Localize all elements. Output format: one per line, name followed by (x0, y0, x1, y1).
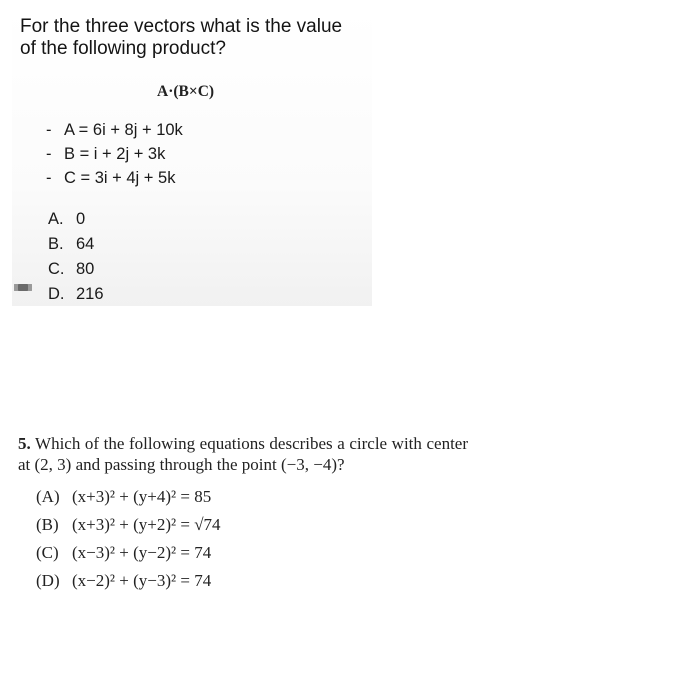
answer-options (48, 207, 104, 307)
vector-item (46, 142, 183, 166)
choice-equation: (x+3)² + (y+2)² = √74 (72, 515, 221, 534)
choice-b[interactable] (36, 511, 468, 539)
question-text: Which of the following equations describes a circle with center at (2, 3) and passing through the point (−3, −4)? (18, 434, 468, 474)
stem-line: For the three vectors what is the value (20, 16, 343, 37)
option-letter: A. (48, 210, 64, 228)
choice-label: (C) (36, 543, 59, 562)
choice-label: (A) (36, 487, 60, 506)
option-b[interactable] (48, 232, 104, 257)
vector-text: B = i + 2j + 3k (64, 145, 166, 163)
option-c[interactable] (48, 257, 104, 282)
question-1-panel (12, 8, 372, 306)
choice-label: (B) (36, 515, 59, 534)
option-letter: D. (48, 285, 65, 303)
option-a[interactable] (48, 207, 104, 232)
answer-choices (36, 483, 468, 595)
selection-marker-icon (14, 284, 32, 291)
vector-text: A = 6i + 8j + 10k (64, 121, 183, 139)
choice-equation: (x−2)² + (y−3)² = 74 (72, 571, 212, 590)
option-letter: C. (48, 260, 65, 278)
stem-line: of the following product? (20, 38, 226, 59)
option-value: 216 (76, 285, 104, 303)
question-2-block (18, 433, 468, 595)
bullet-dash: - (46, 121, 52, 139)
bullet-dash: - (46, 145, 52, 163)
vector-item (46, 166, 183, 190)
vector-item (46, 118, 183, 142)
option-letter: B. (48, 235, 64, 253)
option-d[interactable] (48, 282, 104, 307)
choice-c[interactable] (36, 539, 468, 567)
bullet-dash: - (46, 169, 52, 187)
vector-list (46, 118, 183, 190)
vector-text: C = 3i + 4j + 5k (64, 169, 176, 187)
option-value: 64 (76, 235, 95, 253)
question-number: 5. (18, 434, 31, 453)
question-2-stem (18, 433, 468, 475)
option-value: 80 (76, 260, 95, 278)
question-1-stem (20, 16, 342, 60)
product-formula: A·(B×C) (157, 83, 215, 100)
choice-a[interactable] (36, 483, 468, 511)
choice-equation: (x−3)² + (y−2)² = 74 (72, 543, 212, 562)
option-value: 0 (76, 210, 86, 228)
choice-equation: (x+3)² + (y+4)² = 85 (72, 487, 212, 506)
choice-d[interactable] (36, 567, 468, 595)
choice-label: (D) (36, 571, 60, 590)
